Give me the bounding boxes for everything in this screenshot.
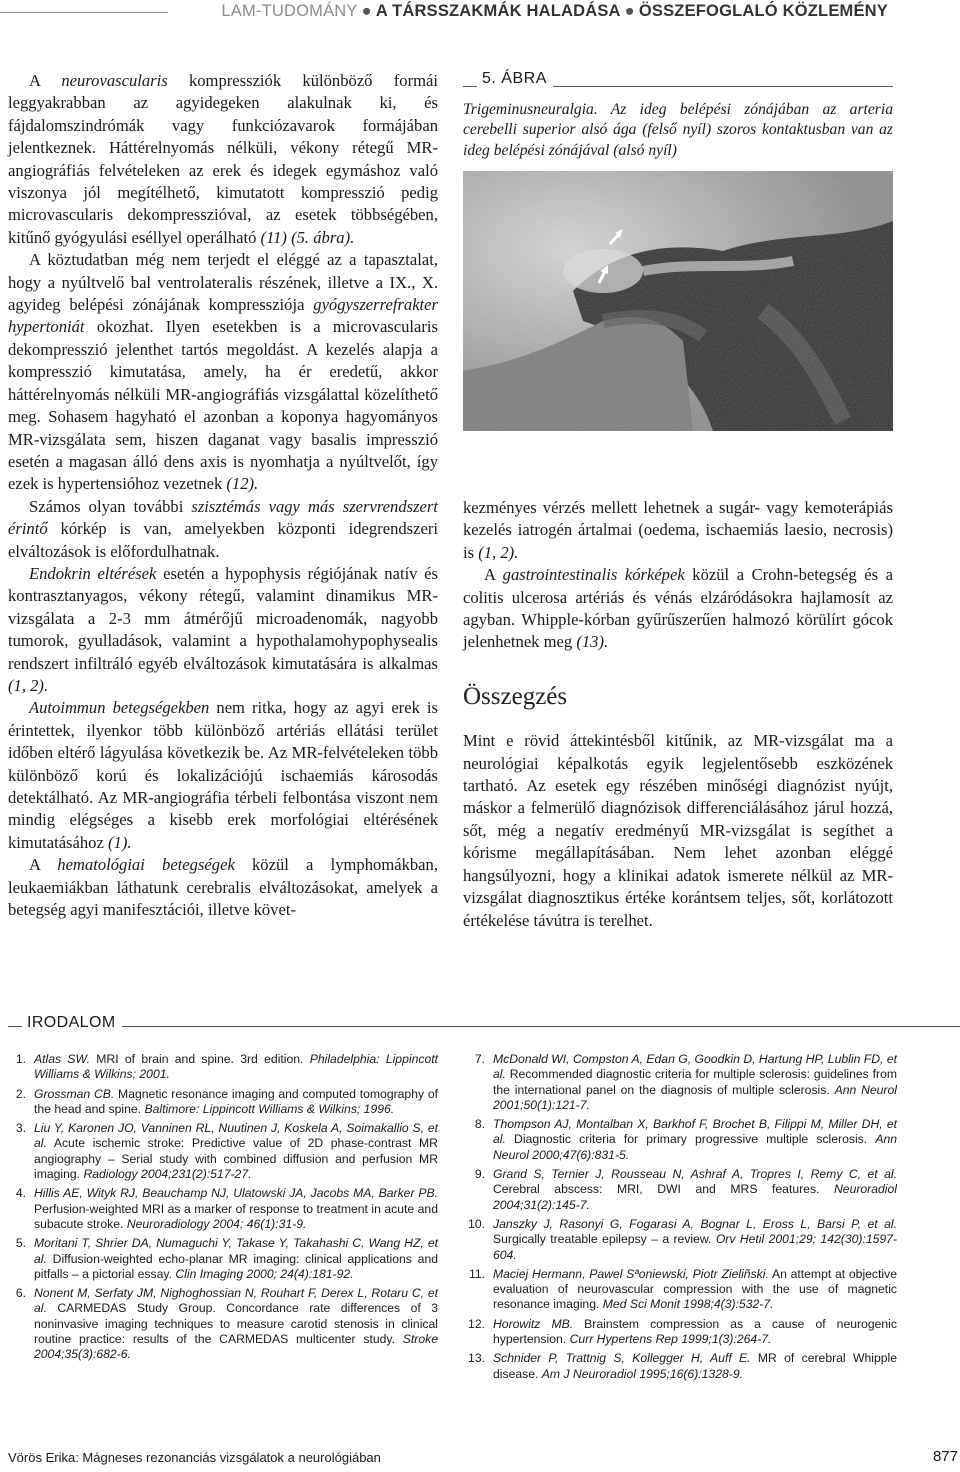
italic-text: hematológiai betegségek <box>57 855 235 875</box>
text-run: A <box>29 855 58 875</box>
references-list-left <box>8 1052 438 1367</box>
italic-text: Stroke 2004;35(3):682-6. <box>34 1332 438 1362</box>
italic-text: (1, 2). <box>478 542 519 562</box>
text-run: Surgically treatable epilepsy – a review. <box>493 1232 716 1247</box>
bullet-icon: ● <box>361 2 372 20</box>
reference-number: 2. <box>15 1086 26 1101</box>
reference-number: 8. <box>474 1117 485 1132</box>
italic-text: Ann Neurol 2001;50(1):121-7. <box>493 1082 897 1112</box>
text-run: MR of cerebral Whipple disease. <box>493 1351 897 1381</box>
text-run: MRI of brain and spine. 3rd edition. <box>89 1052 310 1066</box>
italic-text: gastrointestinalis kórképek <box>502 565 685 585</box>
text-run: Diagnostic criteria for primary progressive multiple sclerosis. <box>505 1132 876 1147</box>
header-rule <box>0 12 168 13</box>
italic-text: (13). <box>576 632 609 652</box>
italic-text: Orv Hetil 2001;29; 142(30):1597-604. <box>493 1232 897 1262</box>
references-rule <box>8 1026 960 1027</box>
reference-item <box>8 1121 438 1182</box>
reference-number: 12. <box>468 1316 485 1331</box>
text-run: A <box>29 71 62 90</box>
italic-text: Maciej Hermann, Pawel Sªoniewski, Piotr Zieliñski. <box>493 1266 769 1281</box>
text-run: kezményes vérzés mellett lehetnek a sugár- vagy kemoterápiás kezelés iatrogén ártalmai (oedema, ischaemiás laesio, necrosis) is <box>463 498 893 562</box>
text-run: okozhat. Ilyen esetekben is a microvascularis dekompresszió jelenthet tartós megoldást. A kezelés alapja a kompresszió kimutatása, amely, ha ér eredetű, akkor háttérelnyomás nélküli MR-angiográfiás vizsgálattal közelíthető meg. Sohasem hagyható el azonban a koponya hagyományos MR-vizsgálata sem, hiszen daganat vagy basalis impresszió esetén a magasan álló dens axis is nyomhatja a nyúltvelőt, így ezek is hypertensióhoz vezetnek <box>8 317 438 494</box>
italic-text: Atlas SW. <box>34 1052 90 1066</box>
italic-text: Med Sci Monit 1998;4(3):532-7. <box>602 1297 774 1312</box>
paragraph <box>463 497 893 564</box>
text-run: nem ritka, hogy az agyi erek is érintettek, ilyenkor több különböző artériás ellátási terület időben eltérő lágyulása következik be. Az MR-felvételeken több különböző korú és lokalizációjú ischaemiás károsodás detektálható. Az MR-angiográfia térbeli felbontása viszont nem mindig elégséges a kisebb erek morfológiai eltérésének kimutatásához <box>8 698 438 852</box>
italic-text: Curr Hypertens Rep 1999;1(3):264-7. <box>569 1332 772 1347</box>
reference-number: 3. <box>15 1121 26 1136</box>
reference-item <box>8 1087 438 1118</box>
text-run: A <box>484 565 503 585</box>
figure-heading <box>463 70 893 96</box>
text-run: Mint e rövid áttekintésből kitűnik, az MR-vizsgálat ma a neurológiai képalkotás egyik legjelentősebb eszközének tartható. Az esetek egy részében minőségi diagnózist nyújt, máskor a felmerülő diagnózisok differenciálásához járul hozzá, sőt, még a negatív eredményű MR-vizsgálat is segíthet a kórisme megállapításában. Nem lehet azonban eléggé hangsúlyozni, hogy a klinikai adatok ismerete nélkül az MR-vizsgálat diagnosztikus értéke korántsem teljes, sőt, korlátozott értékelése távútra is terelhet. <box>463 731 893 930</box>
reference-number: 11. <box>468 1266 485 1281</box>
figure-5 <box>463 70 893 431</box>
reference-number: 5. <box>15 1236 26 1251</box>
paragraph <box>8 249 438 495</box>
italic-text: Hillis AE, Wityk RJ, Beauchamp NJ, Ulatowski JA, Jacobs MA, Barker PB. <box>34 1186 438 1201</box>
text-run: A köztudatban még nem terjedt el eléggé az a tapasztalat, hogy a nyúltvelő bal ventrolateralis részének, illetve a IX., X. agyideg belépési zónájának kompressziója <box>8 250 438 315</box>
italic-text: Thompson AJ, Montalban X, Barkhof F, Brochet B, Filippi M, Miller DH, et al. <box>493 1117 897 1147</box>
reference-item <box>467 1317 897 1348</box>
italic-text: Schnider P, Trattnig S, Kollegger H, Auff E. <box>493 1351 751 1366</box>
text-run: Recommended diagnostic criteria for multiple sclerosis: guidelines from the international panel on the diagnosis of multiple sclerosis. <box>493 1067 897 1097</box>
paragraph <box>8 697 438 854</box>
figure-caption: Trigeminusneuralgia. Az ideg belépési zónájában az arteria cerebelli superior alsó ága (felső nyíl) szoros kontaktusban van az ideg belépési zónájával (alsó nyíl) <box>463 101 893 159</box>
reference-item <box>467 1217 897 1263</box>
text-run: esetén a hypophysis régiójának natív és kontrasztanyagos, vékony rétegű, valamint dinamikus MR-vizsgálata a 2-3 mm átmérőjű microadenomák, nagyobb tumorok, gyulladások, valamint a hypothalamohypophysealis rendszert infiltráló egyéb elváltozások kimutatására is alkalmas <box>8 563 438 673</box>
references-heading <box>8 1010 960 1040</box>
paragraph <box>463 730 893 932</box>
italic-text: Nonent M, Serfaty JM, Nighoghossian N, Rouhart F, Derex L, Rotaru C, et al. <box>34 1286 438 1316</box>
reference-item <box>467 1117 897 1163</box>
text-run: kórkép is van, amelyekben központi idegrendszeri elváltozások is előfordulhatnak. <box>8 519 438 561</box>
italic-text: Radiology 2004;231(2):517-27. <box>83 1167 252 1182</box>
article-type: ÖSSZEFOGLALÓ KÖZLEMÉNY <box>638 2 888 20</box>
italic-text: Am J Neuroradiol 1995;16(6):1328-9. <box>541 1366 743 1381</box>
page-footer <box>8 1450 960 1470</box>
reference-item <box>467 1351 897 1382</box>
summary-text <box>463 730 893 932</box>
italic-text: Autoimmun betegségekben <box>29 698 210 718</box>
reference-item <box>467 1167 897 1213</box>
text-run: közül a Crohn-betegség és a colitis ulcerosa artériás és vénás elzáródásokra hajlamosít az agyban. Whipple-kórban gyűrűszerűen halmozó körülírt gócok jelenhetnek meg <box>463 565 893 652</box>
italic-text: gyógyszerrefrakter hypertoniát <box>8 295 438 337</box>
reference-number: 6. <box>15 1286 26 1301</box>
journal-name: LAM-TUDOMÁNY <box>221 2 358 20</box>
italic-text: (1, 2). <box>8 675 49 695</box>
text-run: Cerebral abscess: MRI, DWI and MRS features. <box>493 1182 834 1197</box>
reference-number: 4. <box>15 1186 26 1201</box>
text-run: Perfusion-weighted MRI as a marker of response to treatment in acute and subacute stroke. <box>34 1201 438 1231</box>
italic-text: (11) (5. ábra). <box>260 227 355 247</box>
reference-number: 13. <box>468 1351 485 1366</box>
text-run: An attempt at objective evaluation of neurovascular compression with the use of magnetic resonance imaging. <box>493 1266 897 1312</box>
right-column <box>463 497 893 932</box>
paragraph <box>8 563 438 697</box>
reference-item <box>8 1052 438 1083</box>
running-header <box>0 0 960 28</box>
figure-label: 5. ÁBRA <box>477 70 553 88</box>
text-run: Acute ischemic stroke: Predictive value of 2D phase-contrast MR angiography – Serial study with combined diffusion and perfusion MR imaging. <box>34 1136 438 1182</box>
italic-text: Moritani T, Shrier DA, Numaguchi Y, Takase Y, Takahashi C, Wang HZ, et al. <box>34 1236 438 1266</box>
italic-text: (1). <box>108 832 132 852</box>
reference-number: 7. <box>474 1052 485 1066</box>
text-run: közül a lymphomákban, leukaemiákban láthatunk cerebralis elváltozásokat, amelyek a betegség agyi manifesztációi, illetve követ- <box>8 855 438 920</box>
reference-item <box>8 1186 438 1232</box>
italic-text: Horowitz MB. <box>493 1316 574 1331</box>
reference-number: 9. <box>474 1167 485 1182</box>
section-name: A TÁRSSZAKMÁK HALADÁSA <box>375 2 621 20</box>
italic-text: Ann Neurol 2000;47(6):831-5. <box>493 1132 897 1162</box>
italic-text: Endokrin eltérések <box>29 563 157 583</box>
reference-item <box>467 1052 897 1113</box>
italic-text: Baltimore: Lippincott Williams & Wilkins; 1996. <box>144 1101 395 1116</box>
italic-text: Janszky J, Rasonyi G, Fogarasi A, Bognar L, Eross L, Barsi P, et al. <box>493 1216 897 1231</box>
italic-text: Grand S, Ternier J, Rousseau N, Ashraf A, Tropres I, Remy C, et al. <box>493 1167 897 1182</box>
text-run: CARMEDAS Study Group. Concordance rate differences of 3 noninvasive imaging techniques to measure carotid stenosis in clinical routine practice: results of the CARMEDAS multicenter study. <box>34 1301 438 1347</box>
bullet-icon: ● <box>624 2 635 20</box>
italic-text: szisztémás vagy más szervrendszert érintő <box>8 496 438 539</box>
reference-item <box>467 1267 897 1313</box>
footer-author: Vörös Erika: Mágneses rezonanciás vizsgálatok a neurológiában <box>8 1450 381 1465</box>
italic-text: Neuroradiol 2004;31(2):145-7. <box>493 1182 897 1212</box>
italic-text: Clin Imaging 2000; 24(4):181-92. <box>175 1266 354 1281</box>
header-title <box>221 2 888 21</box>
paragraph <box>8 70 438 249</box>
italic-text: Philadelphia: Lippincott Williams & Wilkins; 2001. <box>34 1052 438 1082</box>
italic-text: (12). <box>226 474 259 494</box>
text-run: Brainstem compression as a cause of neurogenic hypertension. <box>493 1316 897 1347</box>
reference-item <box>8 1236 438 1282</box>
text-run: Számos olyan további <box>29 496 192 516</box>
italic-text: Grossman CB. <box>34 1086 115 1101</box>
right-column-text <box>463 497 893 654</box>
page-number: 877 <box>932 1448 958 1465</box>
text-run: kompressziók különböző formái leggyakrabban az agyidegeken alakulnak ki, és fájdalomszindrómák vagy funkciózavarok formájában jelentkeznek. Háttérelnyomás nélküli, vékony rétegű MR-angiográfiás felvételeken az erek és idegek egymáshoz való viszonya jól megítélhető, kimutatott kompresszió pedig microvascularis dekompresszióval, az esetek többségében, kitűnő gyógyulási eséllyel operálható <box>8 71 438 247</box>
references-list-right <box>467 1052 897 1386</box>
paragraph <box>463 564 893 654</box>
left-column <box>8 70 438 921</box>
text-run: Magnetic resonance imaging and computed tomography of the head and spine. <box>34 1086 438 1116</box>
italic-text: Liu Y, Karonen JO, Vanninen RL, Nuutinen J, Koskela A, Soimakallio S, et al. <box>34 1121 438 1151</box>
references-label: IRODALOM <box>22 1014 122 1032</box>
reference-number: 10. <box>468 1216 485 1231</box>
reference-item <box>8 1286 438 1362</box>
paragraph <box>8 496 438 563</box>
mri-image <box>463 171 893 431</box>
reference-number: 1. <box>15 1052 26 1066</box>
summary-heading: Összegzés <box>463 682 568 710</box>
italic-text: Neuroradiology 2004; 46(1):31-9. <box>126 1216 307 1231</box>
italic-text: neurovascularis <box>61 71 168 90</box>
italic-text: McDonald WI, Compston A, Edan G, Goodkin D, Hartung HP, Lublin FD, et al. <box>493 1052 897 1082</box>
paragraph <box>8 854 438 921</box>
text-run: Diffusion-weighted echo-planar MR imaging: clinical applications and pitfalls – a pictorial essay. <box>34 1251 438 1281</box>
